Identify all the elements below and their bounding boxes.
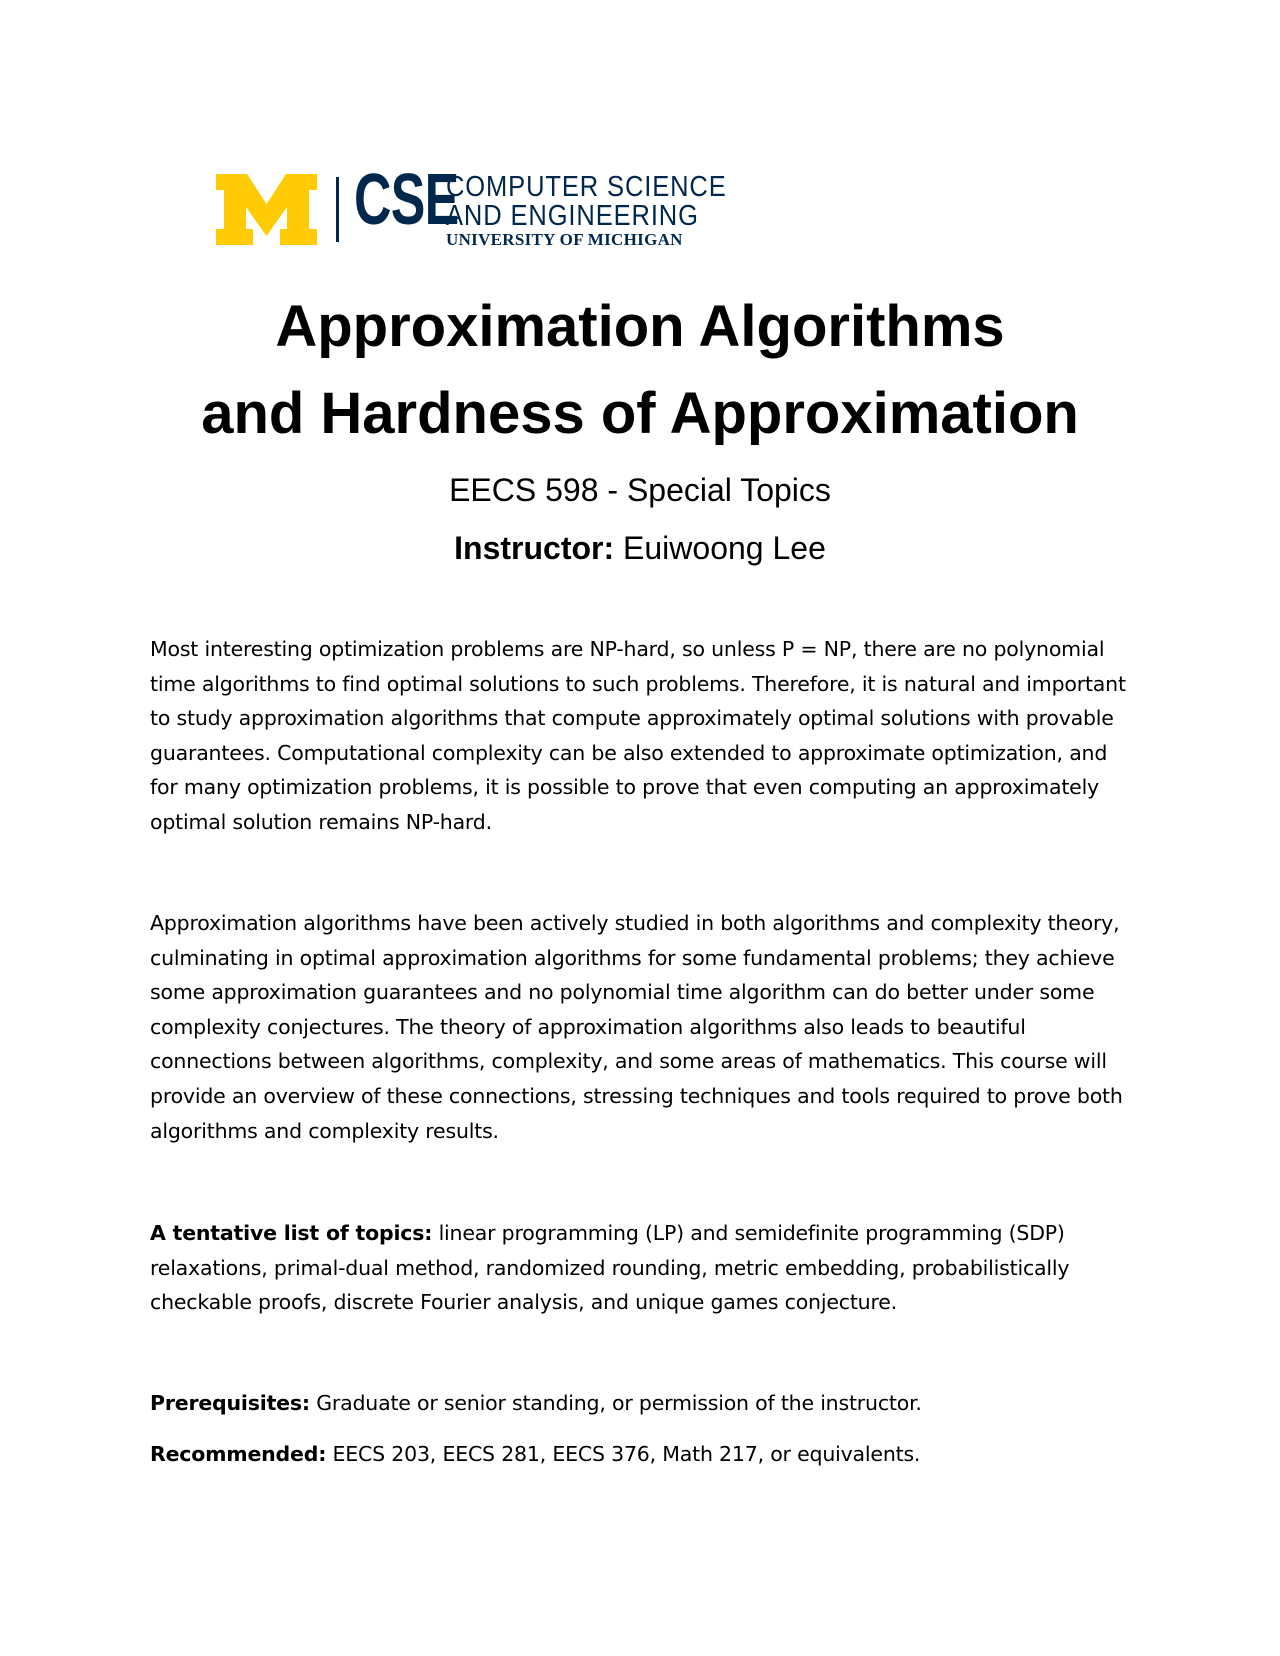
prerequisites-label: Prerequisites:	[150, 1391, 310, 1415]
title-line-2: and Hardness of Approximation	[201, 381, 1079, 446]
instructor-name: Euiwoong Lee	[623, 530, 826, 566]
topics-label: A tentative list of topics:	[150, 1221, 433, 1245]
recommended-label: Recommended:	[150, 1442, 327, 1466]
topics-paragraph	[150, 1216, 1140, 1320]
intro-paragraph: Most interesting optimization problems are NP-hard, so unless P = NP, there are no polynomial time algorithms to find optimal solutions to such problems. Therefore, it is natural and important to study approximation algorithms that compute approximately optimal solutions with provable guarantees. Computational complexity can be also extended to approximate optimization, and for many optimization problems, it is possible to prove that even computing an approximately optimal solution remains NP-hard.	[150, 637, 1126, 834]
instructor-line	[0, 532, 1280, 564]
logo-divider	[336, 177, 339, 242]
instructor-label: Instructor:	[454, 530, 615, 566]
topics-text: linear programming (LP) and semidefinite programming (SDP) relaxations, primal-dual method, randomized rounding, metric embedding, probabilistically checkable proofs, discrete Fourier analysis, and unique games conjecture.	[150, 1221, 1070, 1315]
department-name	[446, 173, 765, 248]
recommended-text: EECS 203, EECS 281, EECS 376, Math 217, or equivalents.	[332, 1442, 921, 1466]
cse-letters: CSE	[354, 160, 459, 240]
course-subtitle: EECS 598 - Special Topics	[449, 472, 831, 508]
overview-paragraph: Approximation algorithms have been actively studied in both algorithms and complexity theory, culminating in optimal approximation algorithms for some fundamental problems; they achieve some approximation guarantees and no polynomial time algorithm can do better under some complexity conjectures. The theory of approximation algorithms also leads to beautiful connections between algorithms, complexity, and some areas of mathematics. This course will provide an overview of these connections, stressing techniques and tools required to prove both algorithms and complexity results.	[150, 911, 1123, 1143]
title-line-1: Approximation Algorithms	[275, 294, 1005, 359]
block-m-logo	[216, 174, 317, 245]
department-line-2: AND ENGINEERING	[446, 200, 699, 232]
prerequisites-text: Graduate or senior standing, or permission of the instructor.	[316, 1391, 922, 1415]
department-line-1: COMPUTER SCIENCE	[446, 171, 727, 203]
recommended-paragraph	[150, 1437, 1140, 1472]
university-name: UNIVERSITY OF MICHIGAN	[446, 230, 683, 249]
prerequisites-paragraph	[150, 1386, 1140, 1421]
